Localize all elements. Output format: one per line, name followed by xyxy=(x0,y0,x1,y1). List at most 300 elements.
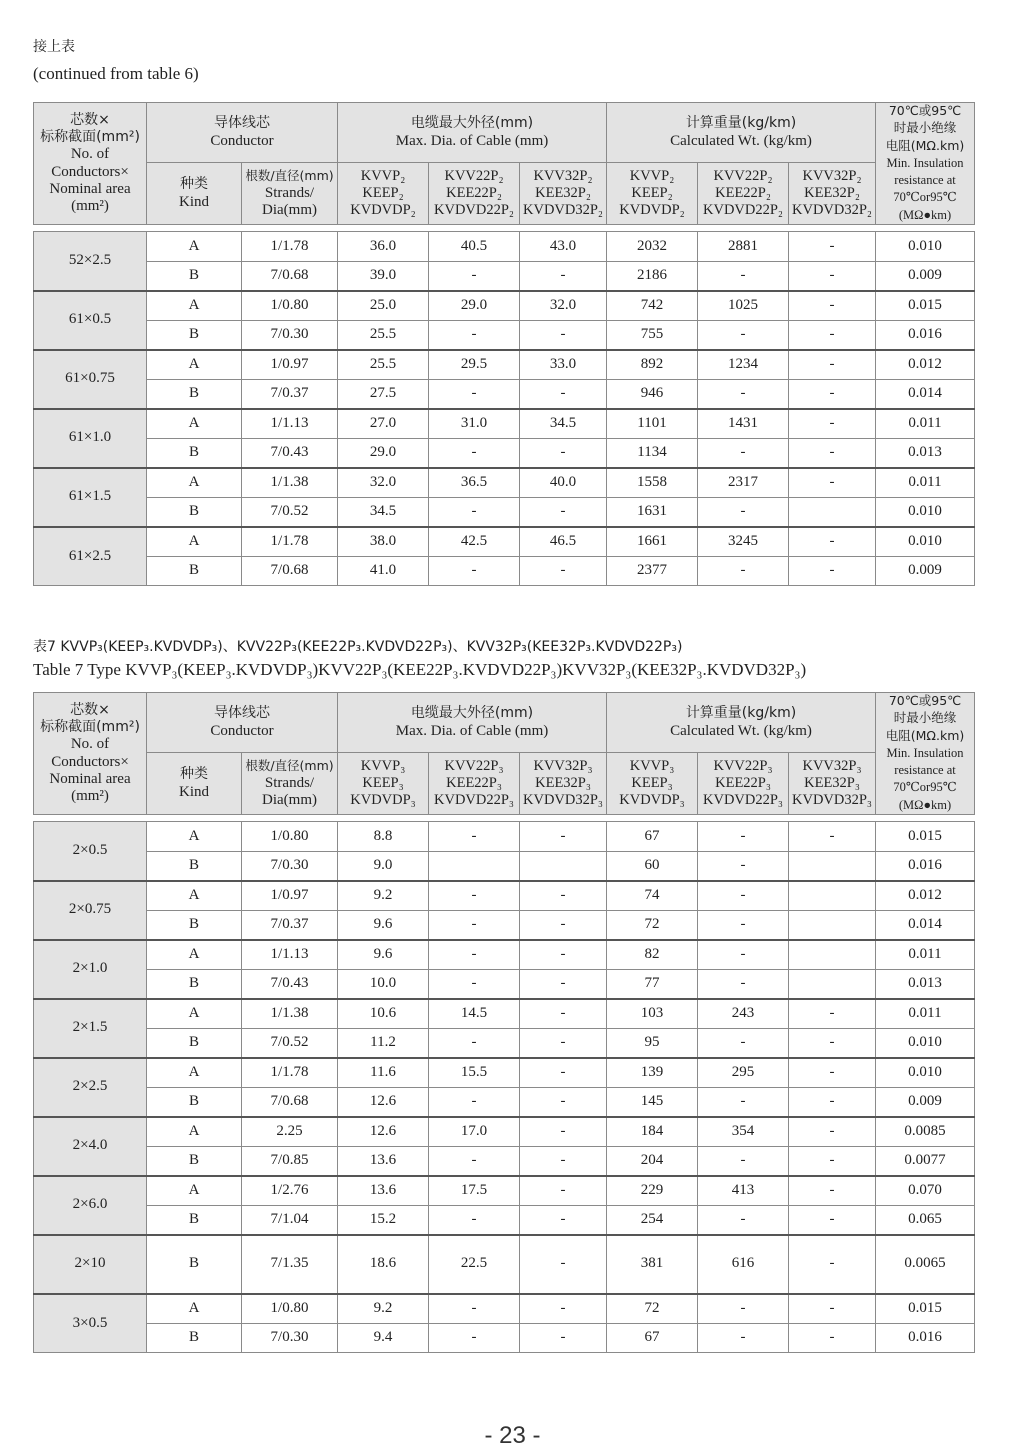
cell: 17.0 xyxy=(429,1117,520,1147)
cell: - xyxy=(789,320,876,350)
cell: 0.013 xyxy=(876,438,975,468)
cell: 3245 xyxy=(698,527,789,557)
table-7 xyxy=(33,692,975,1353)
cell: 67 xyxy=(607,1323,698,1353)
cell xyxy=(789,497,876,527)
header-conductor: 导体线芯 Conductor xyxy=(147,103,338,163)
table-row xyxy=(34,261,975,291)
cell: 2032 xyxy=(607,232,698,262)
cell: A xyxy=(147,999,242,1029)
cell: 32.0 xyxy=(520,291,607,321)
cell: 9.0 xyxy=(338,851,429,881)
cell: 34.5 xyxy=(338,497,429,527)
cell: 0.011 xyxy=(876,999,975,1029)
header-model-wt-1: KVVP₂ KEEP₂ KVDVDP₂ xyxy=(607,163,698,225)
table-row xyxy=(34,556,975,586)
header-strands-dia: 根数/直径(mm) Strands/ Dia(mm) xyxy=(242,163,338,225)
cell: 1661 xyxy=(607,527,698,557)
header-model-dia-1: KVVP₂ KEEP₂ KVDVDP₂ xyxy=(338,163,429,225)
size-cell: 61×0.5 xyxy=(34,291,147,350)
cell: B xyxy=(147,1146,242,1176)
cell: - xyxy=(789,556,876,586)
cell: A xyxy=(147,940,242,970)
size-cell: 61×0.75 xyxy=(34,350,147,409)
table-7-title-en: Table 7 Type KVVP₃(KEEP₃.KVDVDP₃)KVV22P₃(KEE22P₃.KVDVD22P₃)KVV32P₃(KEE32P₃.KVDVD32P₃) xyxy=(33,660,807,679)
cell: 7/0.37 xyxy=(242,379,338,409)
cell: - xyxy=(698,1146,789,1176)
cell: - xyxy=(789,822,876,852)
cell: - xyxy=(520,881,607,911)
size-cell: 61×2.5 xyxy=(34,527,147,586)
cell: - xyxy=(429,940,520,970)
cell: 9.6 xyxy=(338,940,429,970)
cell: 25.0 xyxy=(338,291,429,321)
cell: 7/1.35 xyxy=(242,1235,338,1294)
table-row xyxy=(34,1294,975,1324)
cell: 413 xyxy=(698,1176,789,1206)
cell: A xyxy=(147,1176,242,1206)
cell: - xyxy=(789,379,876,409)
cell: - xyxy=(698,1028,789,1058)
cell: - xyxy=(789,1028,876,1058)
cell: 0.011 xyxy=(876,409,975,439)
cell: 229 xyxy=(607,1176,698,1206)
cell: - xyxy=(520,1294,607,1324)
cell: 38.0 xyxy=(338,527,429,557)
header-model-wt-2: KVV22P₂ KEE22P₂ KVDVD22P₂ xyxy=(698,163,789,225)
header-max-diameter: 电缆最大外径(mm) Max. Dia. of Cable (mm) xyxy=(338,103,607,163)
cell: 33.0 xyxy=(520,350,607,380)
cell xyxy=(789,969,876,999)
cell: - xyxy=(429,1323,520,1353)
cell: 7/0.68 xyxy=(242,1087,338,1117)
cell: - xyxy=(520,497,607,527)
cell: - xyxy=(698,1087,789,1117)
cell: 0.0085 xyxy=(876,1117,975,1147)
table-row xyxy=(34,969,975,999)
cell xyxy=(789,910,876,940)
cell: 7/0.43 xyxy=(242,969,338,999)
cell: 7/0.52 xyxy=(242,497,338,527)
cell: B xyxy=(147,969,242,999)
cell: 43.0 xyxy=(520,232,607,262)
header-model-dia-3: KVV32P₂ KEE32P₂ KVDVD32P₂ xyxy=(520,163,607,225)
header-conductors-area: 芯数× 标称截面(mm²) No. of Conductors× Nominal area (mm²) xyxy=(34,103,147,225)
cell: - xyxy=(520,556,607,586)
table-row xyxy=(34,350,975,380)
cell: - xyxy=(789,438,876,468)
cell: 1/1.38 xyxy=(242,999,338,1029)
table-row xyxy=(34,1087,975,1117)
cell: - xyxy=(789,1146,876,1176)
cell: 8.8 xyxy=(338,822,429,852)
cell: - xyxy=(520,1028,607,1058)
cell: - xyxy=(429,1146,520,1176)
cell: - xyxy=(698,1294,789,1324)
cell: 39.0 xyxy=(338,261,429,291)
cell xyxy=(789,881,876,911)
cell: A xyxy=(147,881,242,911)
cell: - xyxy=(520,1087,607,1117)
cell: 0.013 xyxy=(876,969,975,999)
cell: 13.6 xyxy=(338,1146,429,1176)
cell: - xyxy=(789,1235,876,1294)
size-cell: 2×1.5 xyxy=(34,999,147,1058)
cell: 0.070 xyxy=(876,1176,975,1206)
cell: 29.0 xyxy=(429,291,520,321)
cell: 0.015 xyxy=(876,291,975,321)
header-model-dia-2: KVV22P₃ KEE22P₃ KVDVD22P₃ xyxy=(429,753,520,815)
cell: - xyxy=(789,232,876,262)
cell: 7/0.30 xyxy=(242,851,338,881)
cell: - xyxy=(698,822,789,852)
table-row xyxy=(34,468,975,498)
cell: 0.010 xyxy=(876,1028,975,1058)
cell: 946 xyxy=(607,379,698,409)
header-model-wt-1: KVVP₃ KEEP₃ KVDVDP₃ xyxy=(607,753,698,815)
cell: 27.0 xyxy=(338,409,429,439)
continued-label-cn: 接上表 xyxy=(33,39,75,55)
size-cell: 61×1.5 xyxy=(34,468,147,527)
cell: 40.0 xyxy=(520,468,607,498)
cell: B xyxy=(147,556,242,586)
header-insulation-resistance: 70℃或95℃ 时最小绝缘 电阻(MΩ.km) Min. Insulation resistance at 70℃or95℃ (MΩ●km) xyxy=(876,103,975,225)
cell: 0.011 xyxy=(876,468,975,498)
table-row xyxy=(34,1058,975,1088)
cell: 0.010 xyxy=(876,1058,975,1088)
cell: 2881 xyxy=(698,232,789,262)
cell: 1/1.78 xyxy=(242,232,338,262)
cell: 14.5 xyxy=(429,999,520,1029)
cell: 7/0.30 xyxy=(242,320,338,350)
cell: 11.6 xyxy=(338,1058,429,1088)
cell: 36.5 xyxy=(429,468,520,498)
cell: - xyxy=(698,969,789,999)
cell: 32.0 xyxy=(338,468,429,498)
cell: 204 xyxy=(607,1146,698,1176)
cell: - xyxy=(698,910,789,940)
cell: 381 xyxy=(607,1235,698,1294)
table-row xyxy=(34,379,975,409)
cell: 12.6 xyxy=(338,1117,429,1147)
cell: 2186 xyxy=(607,261,698,291)
cell: - xyxy=(698,379,789,409)
cell: B xyxy=(147,438,242,468)
cell: 13.6 xyxy=(338,1176,429,1206)
cell: B xyxy=(147,910,242,940)
cell: - xyxy=(789,1058,876,1088)
cell: - xyxy=(698,851,789,881)
header-insulation-resistance: 70℃或95℃ 时最小绝缘 电阻(MΩ.km) Min. Insulation resistance at 70℃or95℃ (MΩ●km) xyxy=(876,693,975,815)
size-cell: 2×10 xyxy=(34,1235,147,1294)
cell: - xyxy=(520,1146,607,1176)
cell: B xyxy=(147,1205,242,1235)
header-kind: 种类 Kind xyxy=(147,163,242,225)
cell: A xyxy=(147,291,242,321)
table-row xyxy=(34,1323,975,1353)
cell: A xyxy=(147,1294,242,1324)
cell: B xyxy=(147,1323,242,1353)
cell: - xyxy=(698,497,789,527)
cell: 40.5 xyxy=(429,232,520,262)
cell: 46.5 xyxy=(520,527,607,557)
header-conductors-area: 芯数× 标称截面(mm²) No. of Conductors× Nominal area (mm²) xyxy=(34,693,147,815)
cell: - xyxy=(520,261,607,291)
cell: 0.009 xyxy=(876,1087,975,1117)
cell: B xyxy=(147,1087,242,1117)
cell: 1/0.97 xyxy=(242,881,338,911)
cell: - xyxy=(789,1323,876,1353)
cell: - xyxy=(429,881,520,911)
cell: - xyxy=(520,1117,607,1147)
cell: - xyxy=(520,320,607,350)
cell: 1/1.78 xyxy=(242,1058,338,1088)
cell: - xyxy=(789,291,876,321)
cell: 7/0.68 xyxy=(242,261,338,291)
cell: 0.0077 xyxy=(876,1146,975,1176)
cell: 95 xyxy=(607,1028,698,1058)
cell: 27.5 xyxy=(338,379,429,409)
cell: 1/1.13 xyxy=(242,940,338,970)
table-row xyxy=(34,438,975,468)
cell: - xyxy=(698,881,789,911)
cell: 0.016 xyxy=(876,1323,975,1353)
cell: - xyxy=(789,1176,876,1206)
cell: 0.010 xyxy=(876,527,975,557)
cell: 12.6 xyxy=(338,1087,429,1117)
cell: 11.2 xyxy=(338,1028,429,1058)
cell: 755 xyxy=(607,320,698,350)
cell: 7/0.52 xyxy=(242,1028,338,1058)
cell: 31.0 xyxy=(429,409,520,439)
cell: - xyxy=(429,1087,520,1117)
cell: 892 xyxy=(607,350,698,380)
cell: 103 xyxy=(607,999,698,1029)
cell: 29.0 xyxy=(338,438,429,468)
cell: - xyxy=(520,1205,607,1235)
header-max-diameter: 电缆最大外径(mm) Max. Dia. of Cable (mm) xyxy=(338,693,607,753)
cell: 0.009 xyxy=(876,556,975,586)
cell: 243 xyxy=(698,999,789,1029)
header-strands-dia: 根数/直径(mm) Strands/ Dia(mm) xyxy=(242,753,338,815)
size-cell: 2×0.5 xyxy=(34,822,147,881)
cell: 25.5 xyxy=(338,320,429,350)
cell: - xyxy=(429,969,520,999)
continued-label-en: (continued from table 6) xyxy=(33,64,199,83)
cell: 25.5 xyxy=(338,350,429,380)
header-model-wt-3: KVV32P₃ KEE32P₃ KVDVD32P₃ xyxy=(789,753,876,815)
table-row xyxy=(34,527,975,557)
cell: 7/0.30 xyxy=(242,1323,338,1353)
cell: 9.2 xyxy=(338,1294,429,1324)
cell: B xyxy=(147,1028,242,1058)
table-row xyxy=(34,851,975,881)
cell: - xyxy=(520,969,607,999)
cell: - xyxy=(789,409,876,439)
cell: 10.0 xyxy=(338,969,429,999)
cell: 0.010 xyxy=(876,232,975,262)
size-cell: 52×2.5 xyxy=(34,232,147,291)
cell: 354 xyxy=(698,1117,789,1147)
cell: 1/1.78 xyxy=(242,527,338,557)
table-row xyxy=(34,881,975,911)
table-row xyxy=(34,1146,975,1176)
cell: A xyxy=(147,1058,242,1088)
cell: - xyxy=(789,350,876,380)
cell: - xyxy=(520,822,607,852)
cell: 22.5 xyxy=(429,1235,520,1294)
cell: 1/2.76 xyxy=(242,1176,338,1206)
cell: - xyxy=(698,940,789,970)
cell: 2317 xyxy=(698,468,789,498)
cell: - xyxy=(789,1117,876,1147)
cell: 36.0 xyxy=(338,232,429,262)
cell: 1/1.13 xyxy=(242,409,338,439)
cell: 60 xyxy=(607,851,698,881)
cell: 0.0065 xyxy=(876,1235,975,1294)
cell: 1558 xyxy=(607,468,698,498)
cell: - xyxy=(429,497,520,527)
cell: 0.011 xyxy=(876,940,975,970)
size-cell: 2×6.0 xyxy=(34,1176,147,1235)
cell: 7/0.43 xyxy=(242,438,338,468)
cell: 742 xyxy=(607,291,698,321)
cell: 616 xyxy=(698,1235,789,1294)
cell: - xyxy=(789,999,876,1029)
cell: - xyxy=(429,910,520,940)
cell: 72 xyxy=(607,1294,698,1324)
header-model-wt-3: KVV32P₂ KEE32P₂ KVDVD32P₂ xyxy=(789,163,876,225)
cell: 29.5 xyxy=(429,350,520,380)
table-row xyxy=(34,1176,975,1206)
cell: 0.010 xyxy=(876,497,975,527)
header-model-dia-1: KVVP₃ KEEP₃ KVDVDP₃ xyxy=(338,753,429,815)
table-row xyxy=(34,1028,975,1058)
cell: 254 xyxy=(607,1205,698,1235)
cell: 17.5 xyxy=(429,1176,520,1206)
table-row xyxy=(34,497,975,527)
cell: - xyxy=(520,1176,607,1206)
cell: 41.0 xyxy=(338,556,429,586)
cell: - xyxy=(429,1294,520,1324)
cell: 74 xyxy=(607,881,698,911)
size-cell: 2×2.5 xyxy=(34,1058,147,1117)
cell: - xyxy=(698,1323,789,1353)
cell: 0.016 xyxy=(876,320,975,350)
cell: - xyxy=(789,1087,876,1117)
cell: 15.5 xyxy=(429,1058,520,1088)
cell: 18.6 xyxy=(338,1235,429,1294)
cell xyxy=(789,940,876,970)
cell: - xyxy=(789,468,876,498)
cell: 139 xyxy=(607,1058,698,1088)
cell xyxy=(429,851,520,881)
table-row xyxy=(34,1205,975,1235)
cell: B xyxy=(147,379,242,409)
cell: - xyxy=(429,1205,520,1235)
cell: 1025 xyxy=(698,291,789,321)
cell: - xyxy=(789,1294,876,1324)
table-row xyxy=(34,822,975,852)
header-calculated-weight: 计算重量(kg/km) Calculated Wt. (kg/km) xyxy=(607,103,876,163)
cell: 9.2 xyxy=(338,881,429,911)
cell: A xyxy=(147,232,242,262)
cell: 67 xyxy=(607,822,698,852)
cell: B xyxy=(147,1235,242,1294)
table-6-continued xyxy=(33,102,975,586)
cell: 0.014 xyxy=(876,379,975,409)
cell: 7/0.37 xyxy=(242,910,338,940)
cell: - xyxy=(429,438,520,468)
cell: 15.2 xyxy=(338,1205,429,1235)
cell: 1/0.80 xyxy=(242,1294,338,1324)
cell: 0.065 xyxy=(876,1205,975,1235)
table-row xyxy=(34,1235,975,1294)
cell: 295 xyxy=(698,1058,789,1088)
cell: - xyxy=(698,556,789,586)
cell: - xyxy=(520,1058,607,1088)
header-model-dia-2: KVV22P₂ KEE22P₂ KVDVD22P₂ xyxy=(429,163,520,225)
cell: - xyxy=(429,1028,520,1058)
cell xyxy=(520,851,607,881)
cell: A xyxy=(147,527,242,557)
cell: 1/0.80 xyxy=(242,291,338,321)
cell: 72 xyxy=(607,910,698,940)
page-number: - 23 - xyxy=(484,1422,541,1449)
table-row xyxy=(34,940,975,970)
cell: 9.6 xyxy=(338,910,429,940)
table-row xyxy=(34,910,975,940)
cell: A xyxy=(147,822,242,852)
table-row xyxy=(34,320,975,350)
cell: 145 xyxy=(607,1087,698,1117)
cell: 1/0.80 xyxy=(242,822,338,852)
header-calculated-weight: 计算重量(kg/km) Calculated Wt. (kg/km) xyxy=(607,693,876,753)
cell: 7/0.68 xyxy=(242,556,338,586)
cell: 1631 xyxy=(607,497,698,527)
cell: 77 xyxy=(607,969,698,999)
cell: - xyxy=(520,910,607,940)
cell: - xyxy=(698,1205,789,1235)
cell: 0.012 xyxy=(876,881,975,911)
cell: 0.014 xyxy=(876,910,975,940)
cell: 10.6 xyxy=(338,999,429,1029)
cell: - xyxy=(429,320,520,350)
table-row xyxy=(34,1117,975,1147)
cell: - xyxy=(520,940,607,970)
cell: - xyxy=(698,261,789,291)
size-cell: 61×1.0 xyxy=(34,409,147,468)
table-row xyxy=(34,232,975,262)
cell: 7/0.85 xyxy=(242,1146,338,1176)
cell: - xyxy=(698,320,789,350)
size-cell: 2×1.0 xyxy=(34,940,147,999)
cell: - xyxy=(520,438,607,468)
cell: 42.5 xyxy=(429,527,520,557)
header-model-wt-2: KVV22P₃ KEE22P₃ KVDVD22P₃ xyxy=(698,753,789,815)
cell: 1134 xyxy=(607,438,698,468)
table-7-title-cn: 表7 KVVP₃(KEEP₃.KVDVDP₃)、KVV22P₃(KEE22P₃.KVDVD22P₃)、KVV32P₃(KEE32P₃.KVDVD22P₃) xyxy=(33,639,683,655)
cell: - xyxy=(520,1235,607,1294)
cell: 184 xyxy=(607,1117,698,1147)
cell: 0.016 xyxy=(876,851,975,881)
cell: A xyxy=(147,468,242,498)
table-row xyxy=(34,999,975,1029)
cell: B xyxy=(147,320,242,350)
cell: 2377 xyxy=(607,556,698,586)
cell: A xyxy=(147,1117,242,1147)
size-cell: 2×4.0 xyxy=(34,1117,147,1176)
